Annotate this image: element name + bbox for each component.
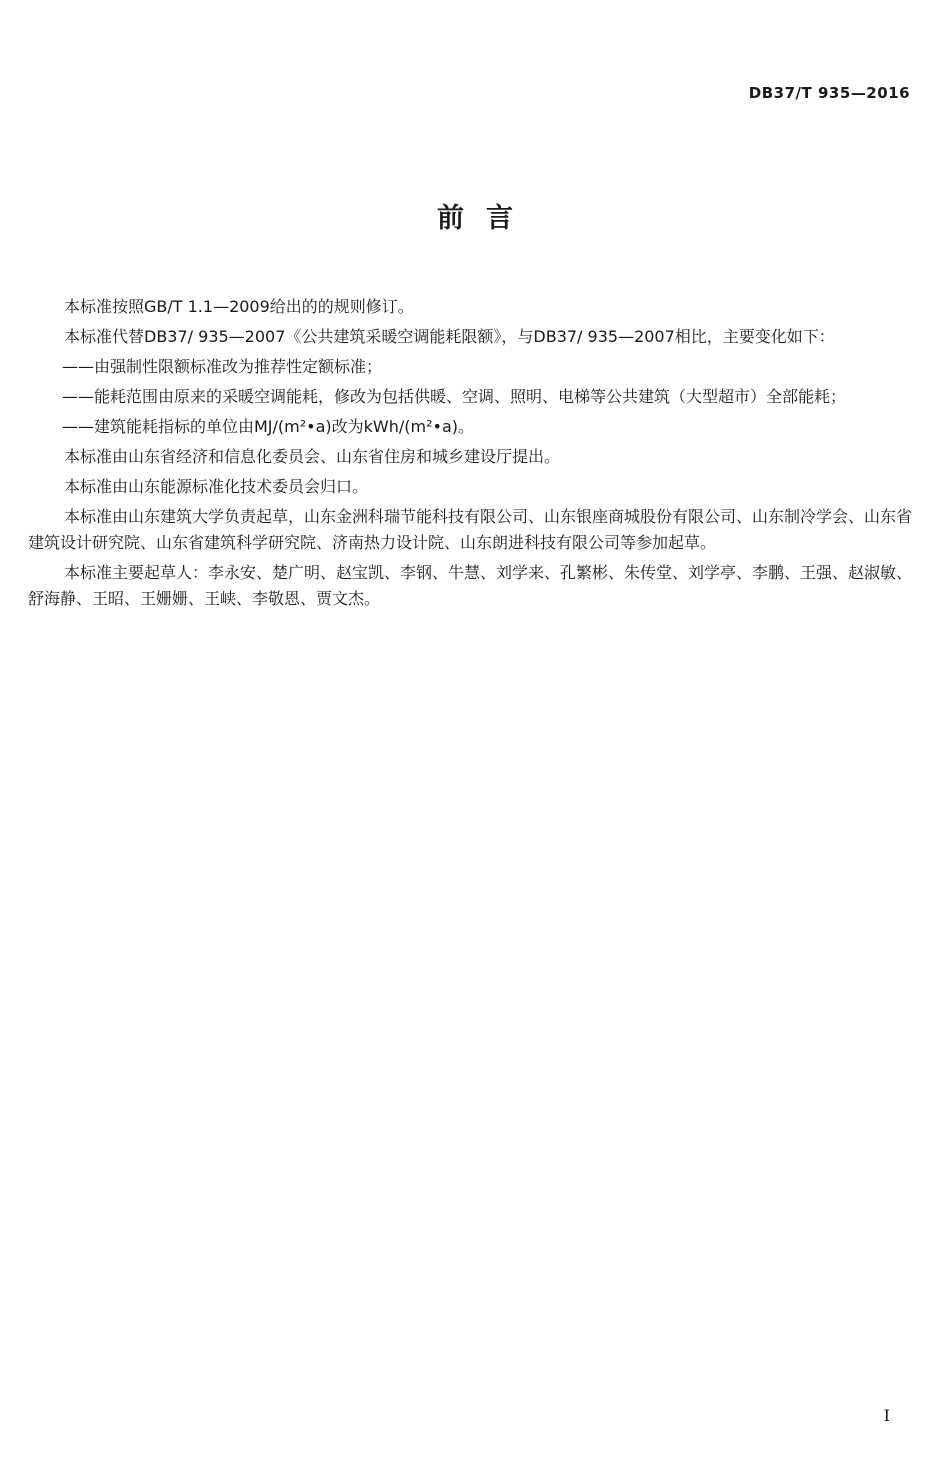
paragraph-revision-basis: 本标准按照GB/T 1.1—2009给出的的规则修订。 — [64, 297, 414, 316]
paragraph-drafters: 本标准主要起草人：李永安、楚广明、赵宝凯、李钢、牛慧、刘学来、孔繁彬、朱传堂、刘学亭、李鹏、王强、赵淑敏、舒海静、王昭、王姗姗、王峡、李敬恩、贾文杰。 — [28, 563, 913, 608]
paragraph-drafting-units: 本标准由山东建筑大学负责起草，山东金洲科瑞节能科技有限公司、山东银座商城股份有限公司、山东制冷学会、山东省建筑设计研究院、山东省建筑科学研究院、济南热力设计院、山东朗进科技有限公司等参加起草。 — [28, 507, 913, 552]
change-item-1: ——由强制性限额标准改为推荐性定额标准； — [62, 357, 383, 376]
change-item-3: ——建筑能耗指标的单位由MJ/(m²•a)改为kWh/(m²•a)。 — [62, 417, 474, 436]
paragraph-administrator: 本标准由山东能源标准化技术委员会归口。 — [64, 477, 369, 496]
paragraph-proposer: 本标准由山东省经济和信息化委员会、山东省住房和城乡建设厅提出。 — [64, 447, 561, 466]
page-number: I — [883, 1406, 890, 1425]
paragraph-replacement: 本标准代替DB37/ 935—2007《公共建筑采暖空调能耗限额》，与DB37/ 935—2007相比，主要变化如下： — [64, 327, 835, 346]
document-code: DB37/T 935—2016 — [748, 84, 910, 102]
foreword-body — [28, 294, 914, 616]
change-item-2: ——能耗范围由原来的采暖空调能耗，修改为包括供暖、空调、照明、电梯等公共建筑（大型超市）全部能耗； — [62, 387, 847, 406]
page-title: 前言 — [437, 203, 535, 234]
